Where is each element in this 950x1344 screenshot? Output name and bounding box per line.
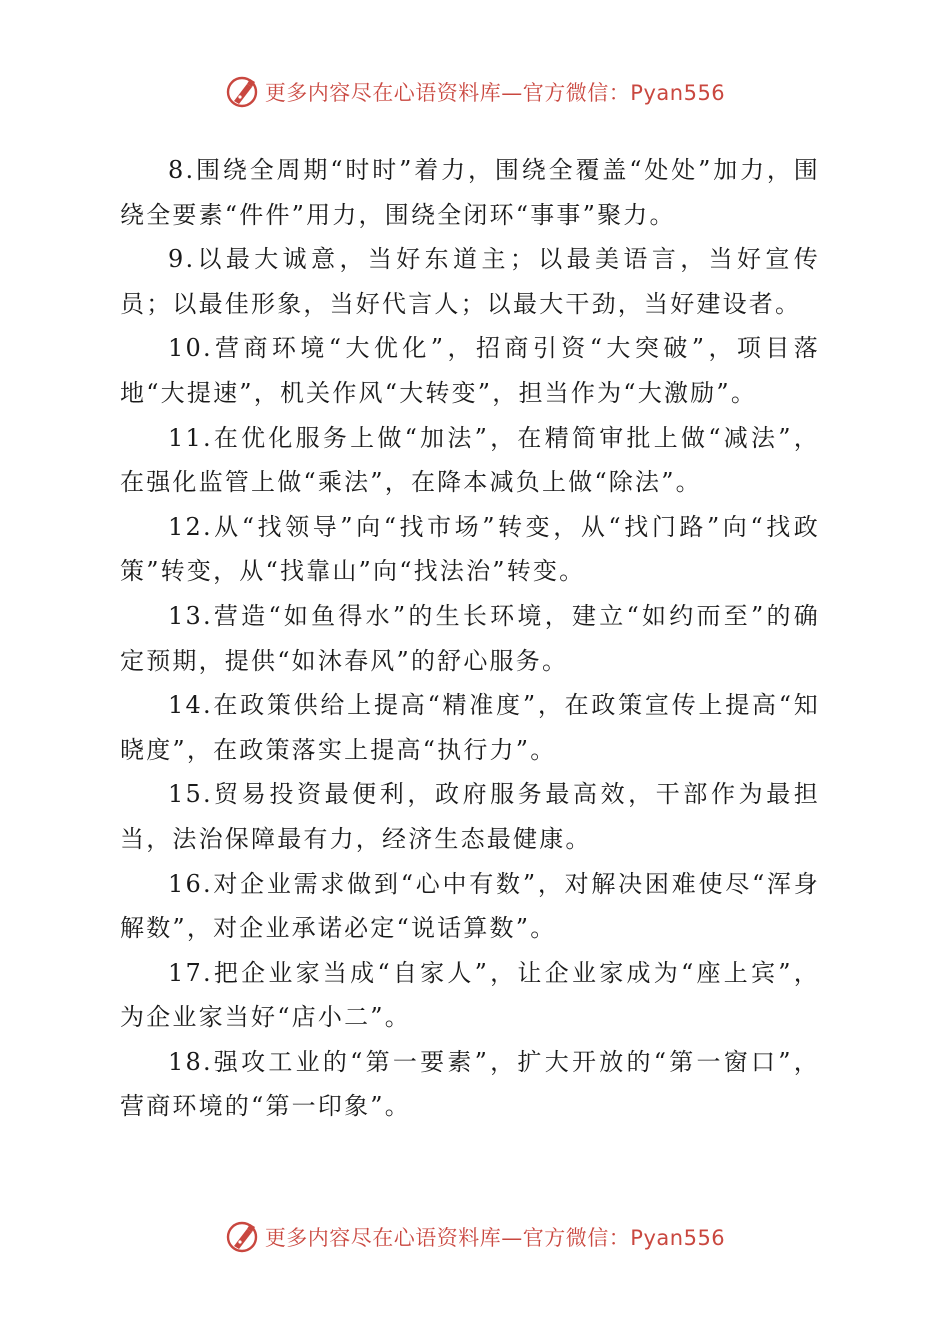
- paragraph-9: 9.以最大诚意，当好东道主；以最美语言，当好宣传员；以最佳形象，当好代言人；以最大干劲，当好建设者。: [120, 245, 820, 318]
- paragraph-8: 8.围绕全周期“时时”着力，围绕全覆盖“处处”加力，围绕全要素“件件”用力，围绕全闭环“事事”聚力。: [120, 156, 820, 229]
- footer-watermark: [0, 1217, 950, 1257]
- document-body: [120, 148, 820, 1129]
- paragraph-18: 18.强攻工业的“第一要素”，扩大开放的“第一窗口”，营商环境的“第一印象”。: [120, 1047, 820, 1121]
- pen-nib-logo-icon: [225, 74, 261, 110]
- pen-nib-logo-icon: [225, 1219, 261, 1255]
- header-watermark: [0, 72, 950, 112]
- paragraph-15: 15.贸易投资最便利，政府服务最高效，干部作为最担当，法治保障最有力，经济生态最健康。: [120, 780, 820, 853]
- paragraph-11: 11.在优化服务上做“加法”，在精简审批上做“减法”，在强化监管上做“乘法”，在降本减负上做“除法”。: [120, 423, 820, 497]
- paragraph-17: 17.把企业家当成“自家人”，让企业家成为“座上宾”，为企业家当好“店小二”。: [120, 958, 820, 1032]
- paragraph-16: 16.对企业需求做到“心中有数”，对解决困难使尽“浑身解数”，对企业承诺必定“说话算数”。: [120, 869, 820, 943]
- footer-banner-text: 更多内容尽在心语资料库—官方微信：Pyan556: [264, 1226, 726, 1250]
- header-banner-text: 更多内容尽在心语资料库—官方微信：Pyan556: [264, 81, 726, 105]
- paragraph-14: 14.在政策供给上提高“精准度”，在政策宣传上提高“知晓度”，在政策落实上提高“执行力”。: [120, 691, 820, 764]
- paragraph-12: 12.从“找领导”向“找市场”转变，从“找门路”向“找政策”转变，从“找靠山”向“找法治”转变。: [120, 512, 820, 586]
- paragraph-10: 10.营商环境“大优化”，招商引资“大突破”，项目落地“大提速”，机关作风“大转变”，担当作为“大激励”。: [120, 334, 820, 407]
- paragraph-13: 13.营造“如鱼得水”的生长环境，建立“如约而至”的确定预期，提供“如沐春风”的舒心服务。: [120, 601, 820, 675]
